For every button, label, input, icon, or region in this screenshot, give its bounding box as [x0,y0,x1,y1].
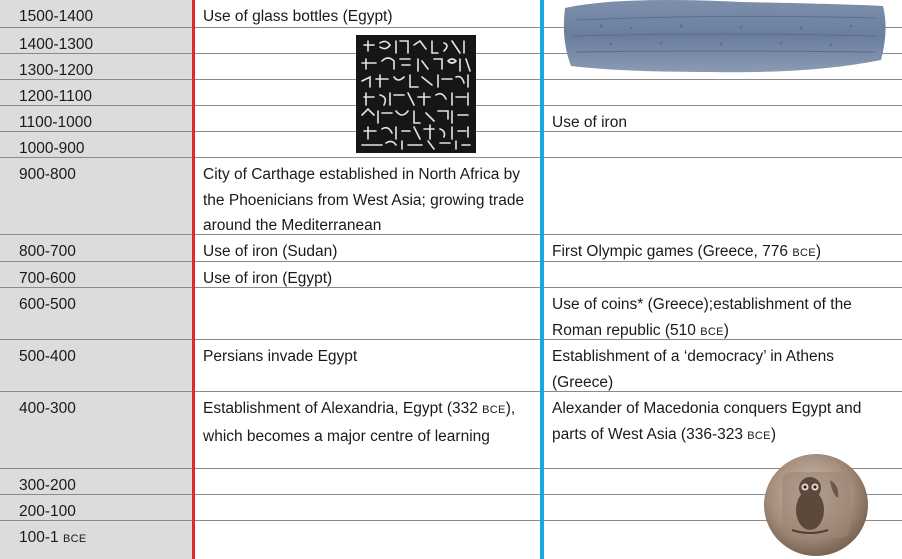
era-label: BCE [62,533,87,545]
africa-event-cell [195,495,540,520]
event-text: ) [815,243,822,260]
africa-column-divider [192,0,195,559]
clay-tablet-image [561,0,891,80]
period-cell: 900-800 [0,158,192,234]
europe-event-cell [544,262,902,287]
period-cell: 1300-1200 [0,54,192,79]
event-text: Alexander of Macedonia conquers Egypt and parts of West Asia (336-323 [552,400,862,443]
era-label: BCE [792,247,816,259]
period-cell [0,521,192,559]
period-cell: 1000-900 [0,132,192,157]
hieroglyph-panel-image [356,35,476,153]
event-text: ) [723,321,729,339]
table-row [0,340,902,391]
table-row [0,288,902,339]
europe-event-cell: Establishment of a ‘democracy’ in Athens (Greece) [552,348,835,391]
europe-column-divider [540,0,544,559]
africa-event-cell: City of Carthage established in North Africa by the Phoenicians from West Asia; growing trade around the Mediterranean [203,166,525,234]
event-text: First Olympic games (Greece, 776 [552,243,793,260]
event-text: Use of coins* (Greece);establishment of the Roman republic (510 [552,296,852,339]
africa-event-cell [195,288,540,339]
table-row [0,235,902,261]
table-row [0,158,902,234]
period-cell: 800-700 [0,235,192,261]
table-row [0,262,902,287]
africa-event-cell [195,469,540,494]
europe-event-cell [544,288,902,339]
period-cell: 400-300 [0,392,192,468]
period-cell: 1500-1400 [0,0,192,27]
africa-event-cell: Use of iron (Egypt) [203,270,333,287]
africa-event-cell: Use of iron (Sudan) [203,243,338,260]
period-cell: 500-400 [0,340,192,391]
europe-event-cell [544,132,902,157]
era-label: BCE [700,325,724,338]
africa-event-cell: Use of glass bottles (Egypt) [203,8,393,25]
africa-event-cell [195,392,540,468]
period-cell: 300-200 [0,469,192,494]
africa-event-cell [195,521,540,559]
period-cell: 1400-1300 [0,28,192,53]
period-cell: 1100-1000 [0,106,192,131]
period-text: 100-1 [19,529,63,546]
europe-event-cell [544,158,902,234]
event-text: ) [770,425,776,443]
europe-event-cell: Use of iron [552,114,627,131]
period-cell: 1200-1100 [0,80,192,105]
owl-coin-image [762,452,870,558]
era-label: BCE [482,404,506,416]
era-label: BCE [747,429,771,442]
period-cell: 600-500 [0,288,192,339]
event-text: Establishment of Alexandria, Egypt (332 [203,400,483,417]
event-text: ), which becomes a major centre of learning [203,400,516,445]
period-cell: 700-600 [0,262,192,287]
europe-event-cell [544,235,902,261]
period-cell: 200-100 [0,495,192,520]
europe-event-cell [544,80,902,105]
africa-event-cell: Persians invade Egypt [203,348,358,365]
